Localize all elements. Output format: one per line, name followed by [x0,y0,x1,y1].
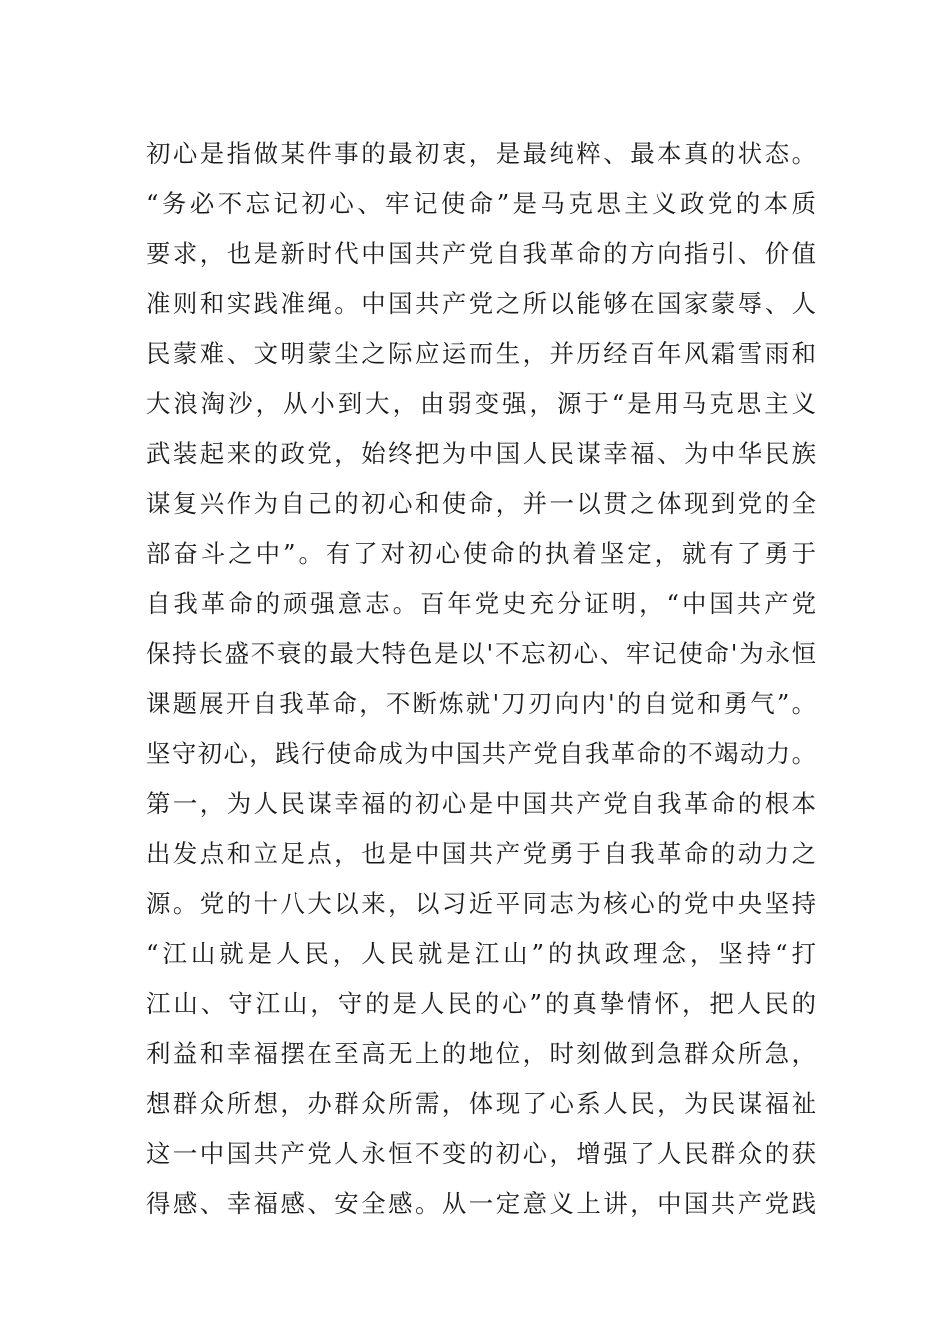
text-line: 坚守初心，践行使命成为中国共产党自我革命的不竭动力。 [146,739,816,768]
text-line: “江山就是人民，人民就是江山”的执政理念，坚持“打 [146,939,816,968]
text-line: 谋复兴作为自己的初心和使命，并一以贯之体现到党的全 [146,489,816,518]
text-line: 得感、幸福感、安全感。从一定意义上讲，中国共产党践 [146,1189,816,1218]
text-line: 课题展开自我革命，不断炼就'刀刃向内'的自觉和勇气”。 [146,689,816,718]
text-line: 初心是指做某件事的最初衷，是最纯粹、最本真的状态。 [146,139,816,168]
text-line: 武装起来的政党，始终把为中国人民谋幸福、为中华民族 [146,439,816,468]
text-line: 源。党的十八大以来，以习近平同志为核心的党中央坚持 [146,889,816,918]
text-line: “务必不忘记初心、牢记使命”是马克思主义政党的本质 [146,189,816,218]
text-line: 江山、守江山，守的是人民的心”的真挚情怀，把人民的 [146,989,816,1018]
text-line: 准则和实践准绳。中国共产党之所以能够在国家蒙辱、人 [146,289,816,318]
text-line: 自我革命的顽强意志。百年党史充分证明，“中国共产党 [146,589,816,618]
text-line: 民蒙难、文明蒙尘之际应运而生，并历经百年风霜雪雨和 [146,339,816,368]
text-line: 部奋斗之中”。有了对初心使命的执着坚定，就有了勇于 [146,539,816,568]
text-line: 这一中国共产党人永恒不变的初心，增强了人民群众的获 [146,1139,816,1168]
text-line: 第一，为人民谋幸福的初心是中国共产党自我革命的根本 [146,789,816,818]
body-text [146,129,816,1229]
text-line: 利益和幸福摆在至高无上的地位，时刻做到急群众所急， [146,1039,816,1068]
text-line: 出发点和立足点，也是中国共产党勇于自我革命的动力之 [146,839,816,868]
text-line: 大浪淘沙，从小到大，由弱变强，源于“是用马克思主义 [146,389,816,418]
text-line: 保持长盛不衰的最大特色是以'不忘初心、牢记使命'为永恒 [146,639,816,668]
text-line: 想群众所想，办群众所需，体现了心系人民，为民谋福祉 [146,1089,816,1118]
text-line: 要求，也是新时代中国共产党自我革命的方向指引、价值 [146,239,816,268]
